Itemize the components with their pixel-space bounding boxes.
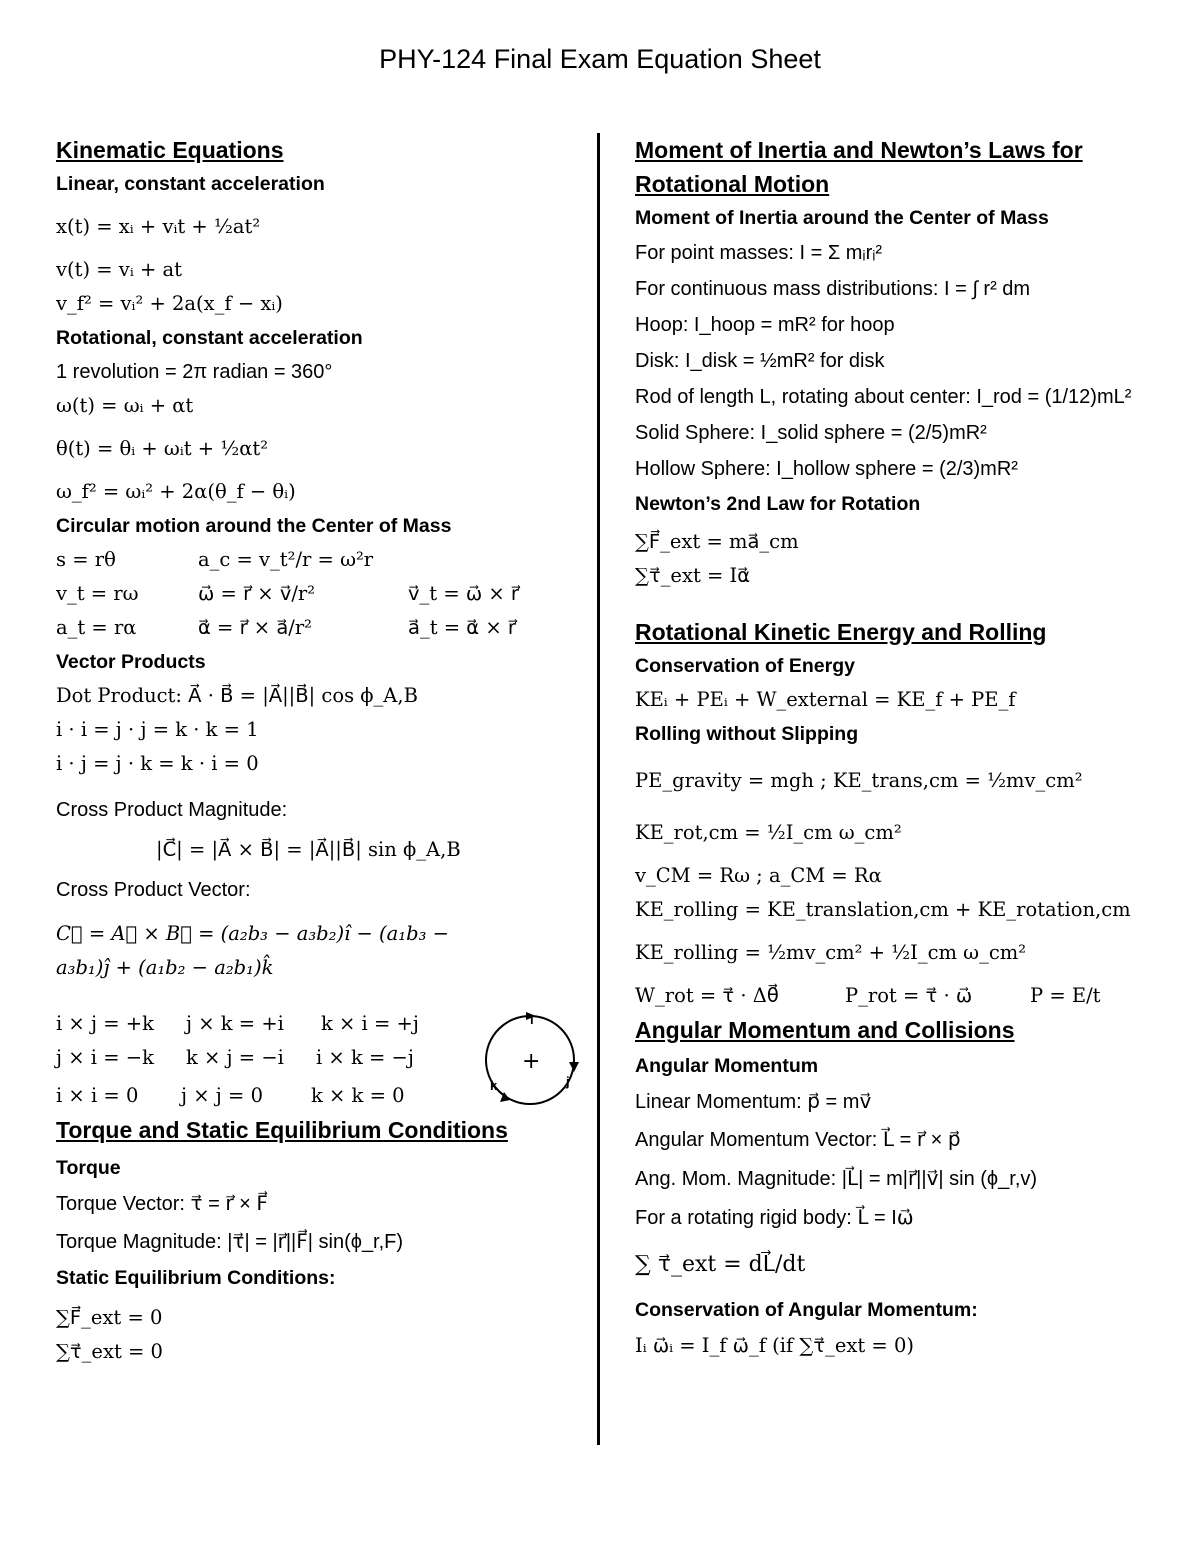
torque-momentum-equation: ∑ τ⃗_ext = dL⃗/dt: [635, 1252, 806, 1277]
cross-magnitude-equation: |C⃗| = |A⃗ × B⃗| = |A⃗||B⃗| sin ϕ_A,B: [156, 838, 461, 861]
velocity-squared-equation: v_f² = vᵢ² + 2a(x_f − xᵢ): [56, 292, 283, 315]
circular-cell: v_t = rω: [56, 582, 139, 605]
cross-magnitude-label: Cross Product Magnitude:: [56, 799, 288, 821]
circular-cell: v⃗_t = ω⃗ × r⃗: [408, 582, 519, 605]
static-equation: ∑τ⃗_ext = 0: [56, 1340, 163, 1363]
inertia-item: For point masses: I = Σ mᵢrᵢ²: [635, 242, 883, 264]
arrowhead-icon: [569, 1062, 579, 1072]
column-divider: [597, 133, 600, 1445]
circular-cell: a⃗_t = α⃗ × r⃗: [408, 616, 516, 639]
dot-product: Dot Product: A⃗ · B⃗ = |A⃗||B⃗| cos ϕ_A,B: [56, 684, 418, 707]
energy-cons-equation: KEᵢ + PEᵢ + W_external = KE_f + PE_f: [635, 688, 1016, 711]
momentum-cons-equation: Iᵢ ω⃗ᵢ = I_f ω⃗_f (if ∑τ⃗_ext = 0): [635, 1334, 914, 1357]
cross-vector-line: C⃗ = A⃗ × B⃗ = (a₂b₃ − a₃b₂)î − (a₁b₃ −: [56, 922, 449, 945]
circular-row: [56, 611, 586, 645]
energy-equation: KE_rolling = ½mv_cm² + ½I_cm ω_cm²: [635, 941, 1027, 964]
right-column: [635, 133, 1180, 1365]
cross-rule: j × j = 0: [181, 1084, 263, 1107]
cross-vector-line: a₃b₁)ĵ + (a₁b₂ − a₂b₁)k̂: [56, 956, 274, 979]
cross-rule: k × j = −i: [186, 1046, 284, 1069]
energy-heading: Rotational Kinetic Energy and Rolling: [635, 619, 1047, 645]
circular-cell: a_t = rα: [56, 616, 137, 639]
revolution-line: 1 revolution = 2π radian = 360°: [56, 361, 333, 383]
omega-equation: ω(t) = ωᵢ + αt: [56, 394, 194, 417]
static-equation: ∑F⃗_ext = 0: [56, 1306, 163, 1329]
newton-equation: ∑F⃗_ext = ma⃗_cm: [635, 530, 799, 553]
circular-cell: s = rθ: [56, 548, 116, 571]
cm-label: Moment of Inertia around the Center of Mass: [635, 207, 1049, 229]
cross-rule: j × k = +i: [186, 1012, 284, 1035]
cross-rule: i × j = +k: [56, 1012, 154, 1035]
cross-vector-label: Cross Product Vector:: [56, 879, 251, 901]
momentum-heading: Angular Momentum and Collisions: [635, 1017, 1015, 1043]
momentum-item: For a rotating rigid body: L⃗ = Iω⃗: [635, 1207, 914, 1229]
power-row: [635, 979, 1180, 1013]
vector-products-label: Vector Products: [56, 651, 206, 673]
cross-product-cycle-diagram: [480, 1010, 580, 1110]
momentum-item: Angular Momentum Vector: L⃗ = r⃗ × p⃗: [635, 1129, 961, 1151]
cycle-label-j: j: [566, 1074, 570, 1089]
cross-rule: k × k = 0: [311, 1084, 405, 1107]
cross-rule: i × i = 0: [56, 1084, 139, 1107]
inertia-item: Rod of length L, rotating about center: I_rod = (1/12)mL²: [635, 386, 1132, 408]
inertia-item: Disk: I_disk = ½mR² for disk: [635, 350, 885, 372]
inertia-item: Solid Sphere: I_solid sphere = (2/5)mR²: [635, 422, 987, 444]
energy-equation: KE_rot,cm = ½I_cm ω_cm²: [635, 821, 902, 844]
newton-label: Newton’s 2nd Law for Rotation: [635, 493, 921, 515]
inertia-item: Hollow Sphere: I_hollow sphere = (2/3)mR²: [635, 458, 1018, 480]
power-cell: P_rot = τ⃗ · ω⃗: [845, 984, 973, 1007]
momentum-cons-label: Conservation of Angular Momentum:: [635, 1299, 978, 1321]
energy-equation: KE_rolling = KE_translation,cm + KE_rotation,cm: [635, 898, 1131, 921]
angular-momentum-label: Angular Momentum: [635, 1055, 819, 1077]
omega-squared-equation: ω_f² = ωᵢ² + 2α(θ_f − θᵢ): [56, 480, 296, 503]
energy-equation: v_CM = Rω ; a_CM = Rα: [635, 864, 882, 887]
energy-equation: PE_gravity = mgh ; KE_trans,cm = ½mv_cm²: [635, 769, 1083, 792]
rotational-label: Rotational, constant acceleration: [56, 327, 363, 349]
inertia-heading: Rotational Motion: [635, 171, 830, 197]
cycle-plus: +: [522, 1049, 541, 1074]
dot-rule: i · j = j · k = k · i = 0: [56, 752, 259, 775]
circular-label: Circular motion around the Center of Mass: [56, 515, 452, 537]
theta-equation: θ(t) = θᵢ + ωᵢt + ½αt²: [56, 437, 269, 460]
position-equation: x(t) = xᵢ + vᵢt + ½at²: [56, 215, 261, 238]
circular-row: [56, 577, 586, 611]
torque-label: Torque: [56, 1157, 121, 1179]
dot-rule: i · i = j · j = k · k = 1: [56, 718, 259, 741]
circular-row: [56, 543, 586, 577]
circular-cell: ω⃗ = r⃗ × v⃗/r²: [198, 582, 316, 605]
rolling-label: Rolling without Slipping: [635, 723, 859, 745]
linear-label: Linear, constant acceleration: [56, 173, 325, 195]
cross-rule: k × i = +j: [321, 1012, 419, 1035]
inertia-heading: Moment of Inertia and Newton’s Laws for: [635, 137, 1083, 163]
velocity-equation: v(t) = vᵢ + at: [56, 258, 182, 281]
newton-equation: ∑τ⃗_ext = Iα⃗: [635, 564, 751, 587]
torque-heading: Torque and Static Equilibrium Conditions: [56, 1117, 508, 1143]
cross-rule: i × k = −j: [316, 1046, 414, 1069]
torque-magnitude: Torque Magnitude: |τ⃗| = |r⃗||F⃗| sin(ϕ_r,F): [56, 1231, 404, 1253]
momentum-item: Ang. Mom. Magnitude: |L⃗| = m|r⃗||v⃗| sin (ϕ_r,v): [635, 1168, 1038, 1190]
cross-rule: j × i = −k: [56, 1046, 154, 1069]
static-label: Static Equilibrium Conditions:: [56, 1267, 336, 1289]
left-column: [56, 133, 586, 1369]
page-title: PHY-124 Final Exam Equation Sheet: [379, 44, 821, 74]
cycle-label-k: k: [490, 1078, 498, 1093]
power-cell: P = E/t: [1030, 984, 1101, 1007]
momentum-item: Linear Momentum: p⃗ = mv⃗: [635, 1091, 872, 1113]
cycle-label-i: i: [530, 1012, 534, 1027]
inertia-item: Hoop: I_hoop = mR² for hoop: [635, 314, 895, 336]
inertia-item: For continuous mass distributions: I = ∫ r² dm: [635, 278, 1031, 300]
power-cell: W_rot = τ⃗ · Δθ⃗: [635, 984, 779, 1007]
energy-cons-label: Conservation of Energy: [635, 655, 855, 677]
circular-cell: a_c = v_t²/r = ω²r: [198, 548, 374, 571]
torque-vector: Torque Vector: τ⃗ = r⃗ × F⃗: [56, 1193, 268, 1215]
circular-cell: α⃗ = r⃗ × a⃗/r²: [198, 616, 313, 639]
kinematics-heading: Kinematic Equations: [56, 137, 284, 163]
